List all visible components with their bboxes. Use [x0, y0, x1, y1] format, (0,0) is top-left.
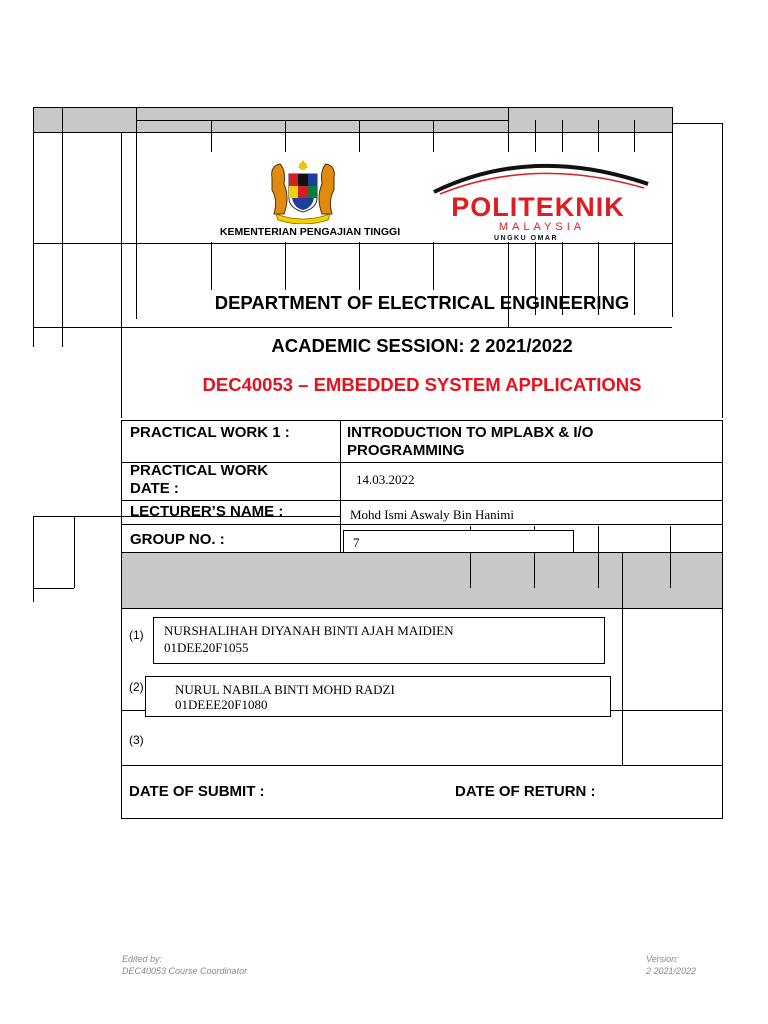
date-label-line1: PRACTICAL WORK: [130, 462, 269, 479]
politeknik-logo: [422, 154, 658, 244]
practical-work-value-line1: INTRODUCTION TO MPLABX & I/O: [347, 424, 594, 441]
date-of-return-label: DATE OF RETURN :: [455, 783, 596, 800]
date-label-line2: DATE :: [130, 480, 179, 497]
lecturer-value: Mohd Ismi Aswaly Bin Hanimi: [350, 507, 514, 522]
gray-band: [122, 553, 722, 608]
logo-band: [186, 152, 658, 242]
practical-work-label: PRACTICAL WORK 1 :: [130, 424, 290, 441]
department-title: DEPARTMENT OF ELECTRICAL ENGINEERING: [214, 292, 630, 313]
student-name: NURUL NABILA BINTI MOHD RADZI: [175, 682, 395, 697]
group-value: 7: [353, 535, 360, 550]
course-title: DEC40053 – EMBEDDED SYSTEM APPLICATIONS: [202, 374, 642, 395]
logo-sub-text: MALAYSIA: [498, 221, 586, 233]
date-of-submit-label: DATE OF SUBMIT :: [129, 783, 265, 800]
date-value: 14.03.2022: [356, 472, 415, 487]
group-label: GROUP NO. :: [130, 531, 225, 548]
student-index: (1): [129, 628, 144, 642]
student-id: 01DEE20F1055: [164, 640, 249, 655]
lecturer-label: LECTURER’S NAME :: [130, 503, 284, 520]
logo-main-text: POLITEKNIK: [451, 192, 625, 222]
practical-work-value-line2: PROGRAMMING: [347, 442, 465, 459]
ministry-name: KEMENTERIAN PENGAJIAN TINGGI: [219, 226, 401, 238]
footer-coordinator: DEC40053 Course Coordinator: [122, 966, 248, 976]
coat-of-arms-icon: [262, 158, 344, 224]
student-id: 01DEEE20F1080: [175, 697, 268, 712]
footer-version-value: 2 2021/2022: [646, 966, 697, 976]
student-box[interactable]: [153, 617, 605, 664]
logo-campus-text: UNGKU OMAR: [494, 235, 558, 242]
footer-version-label: Version:: [646, 954, 679, 964]
footer-edited-by: Edited by:: [122, 954, 163, 964]
group-value-box[interactable]: [343, 530, 574, 553]
student-index: (2): [129, 680, 144, 694]
student-box[interactable]: [145, 676, 611, 717]
session-title: ACADEMIC SESSION: 2 2021/2022: [271, 335, 573, 356]
student-index: (3): [129, 733, 144, 747]
student-name: NURSHALIHAH DIYANAH BINTI AJAH MAIDIEN: [164, 623, 454, 638]
